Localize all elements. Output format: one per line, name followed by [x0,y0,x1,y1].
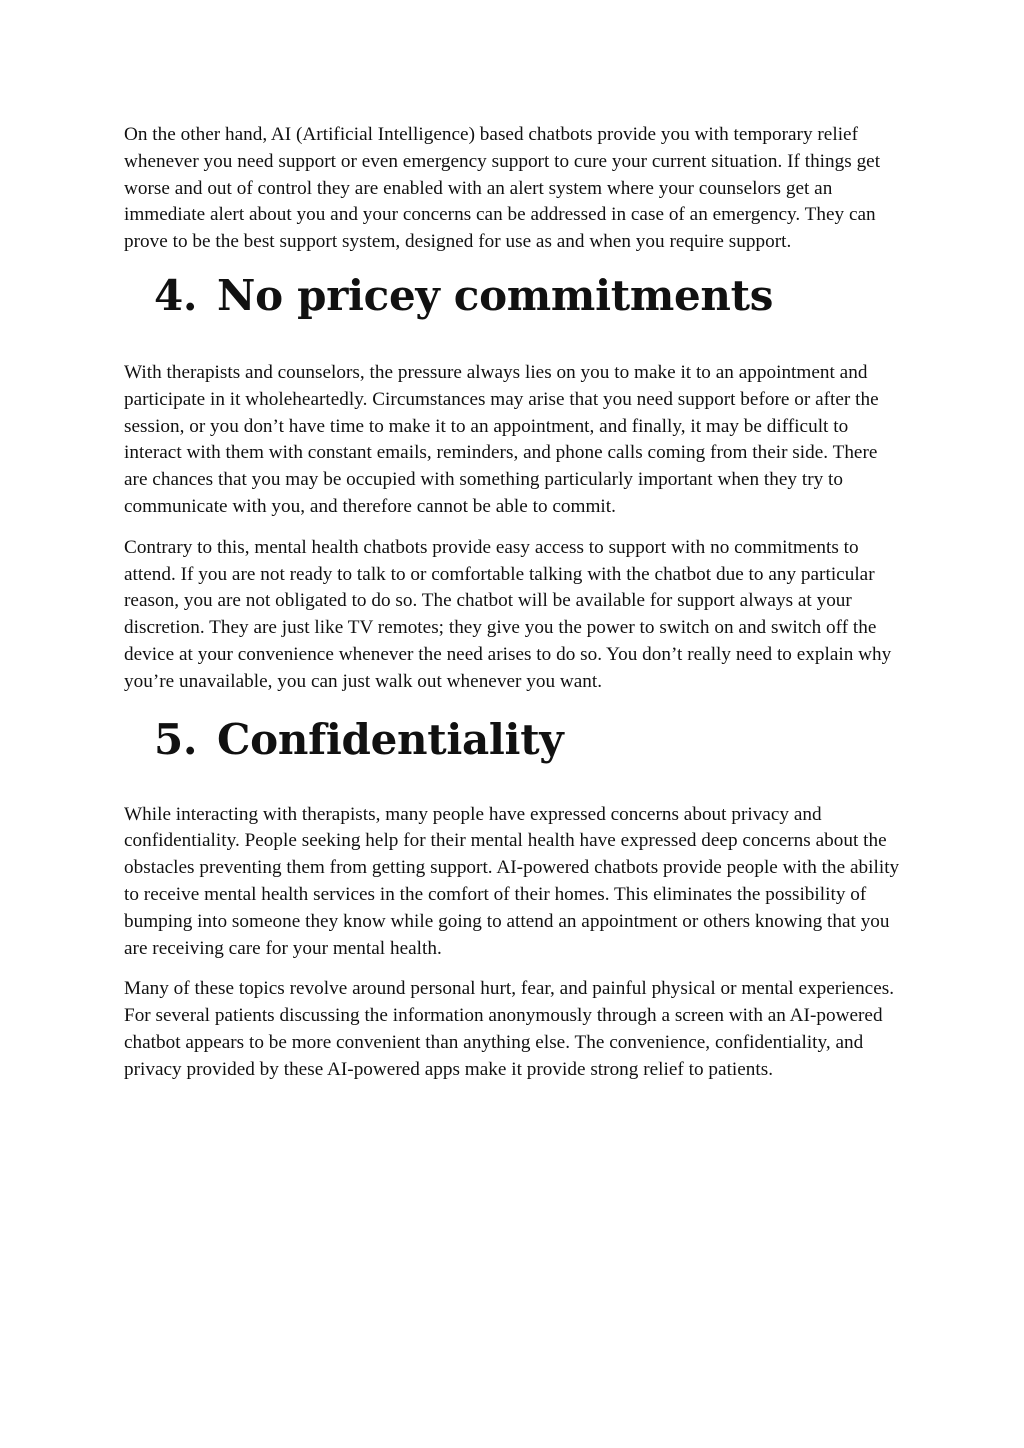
page-content [124,122,904,1098]
section-5-number: 5. [154,714,198,764]
intro-paragraph: On the other hand, AI (Artificial Intelligence) based chatbots provide you with temporary relief whenever you need support or even emergency support to cure your current situation. If things get worse and out of control they are enabled with an alert system where your counselors get an immediate alert about you and your concerns can be addressed in case of an emergency. They can prove to be the best support system, designed for use as and when you require support. [124,124,881,253]
section-4-paragraph-2: Contrary to this, mental health chatbots provide easy access to support with no commitments to attend. If you are not ready to talk to or comfortable talking with the chatbot due to any particular reason, you are not obligated to do so. The chatbot will be available for support always at your discretion. They are just like TV remotes; they give you the power to switch on and switch off the device at your convenience whenever the need arises to do so. You don’t really need to explain why you’re unavailable, you can just walk out whenever you want. [124,536,892,692]
section-4-title: No pricey commitments [217,270,774,320]
section-5-title: Confidentiality [217,714,564,764]
section-5-heading [124,714,904,766]
section-5-paragraph-1: While interacting with therapists, many people have expressed concerns about privacy and confidentiality. People seeking help for their mental health have expressed deep concerns about the obstacles preventing them from getting support. AI-powered chatbots provide people with the ability to receive mental health services in the comfort of their homes. This eliminates the possibility of bumping into someone they know while going to attend an appointment or others knowing that you are receiving care for your mental health. [124,803,900,959]
section-4-heading [124,270,904,322]
section-4-paragraph-1: With therapists and counselors, the pressure always lies on you to make it to an appointment and participate in it wholeheartedly. Circumstances may arise that you need support before or after the session, or you don’t have time to make it to an appointment, and finally, it may be difficult to interact with them with constant emails, reminders, and phone calls coming from their side. There are chances that you may be occupied with something particularly important when they try to communicate with you, and therefore cannot be able to commit. [124,361,879,517]
section-4-number: 4. [154,270,198,320]
section-5-paragraph-2: Many of these topics revolve around personal hurt, fear, and painful physical or mental experiences. For several patients discussing the information anonymously through a screen with an AI-powered chatbot appears to be more convenient than anything else. The convenience, confidentiality, and privacy provided by these AI-powered apps make it provide strong relief to patients. [124,978,895,1080]
